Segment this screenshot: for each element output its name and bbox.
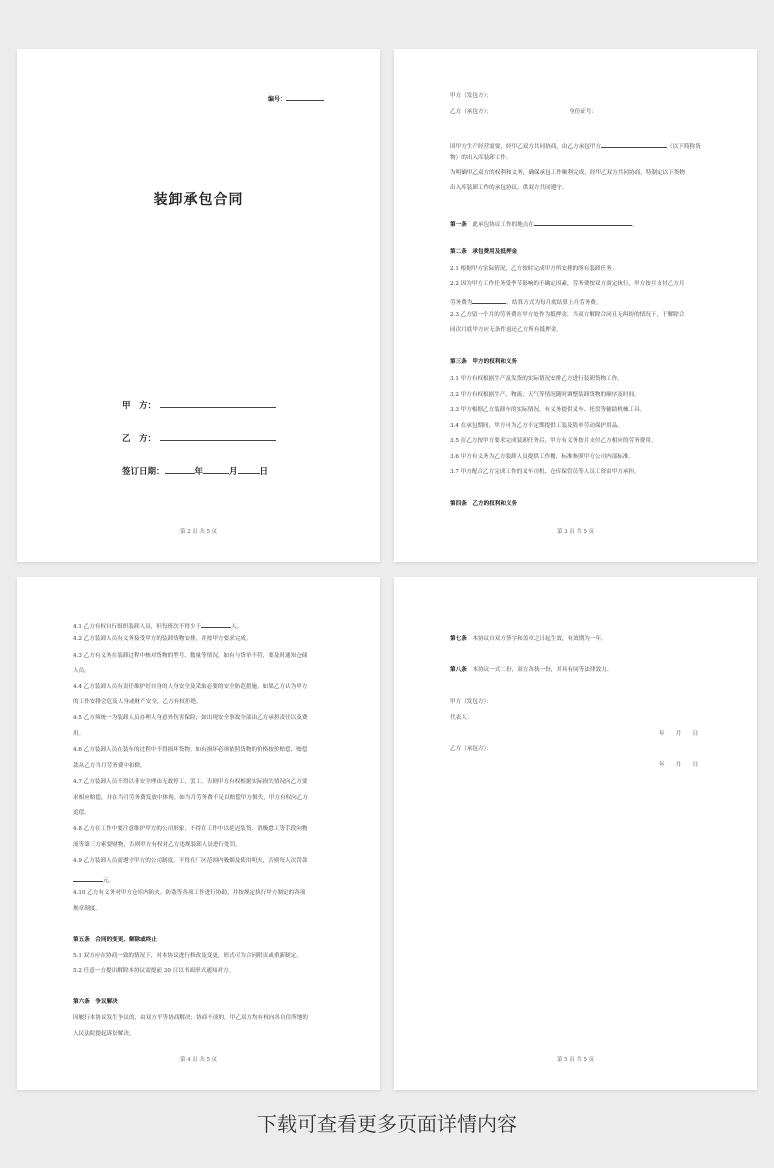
article-7 (450, 637, 607, 643)
clause-line: 3.7 甲方配合乙方完成工作的叉车司机、仓库保管员等人员工资由甲方承担。 (450, 469, 640, 475)
contract-number-label: 编号： (267, 96, 286, 103)
article-1 (450, 219, 638, 229)
page-footer: 第 5 页 共 5 页 (557, 1057, 594, 1063)
clause-text: 4.1 乙方有权自行组织装卸人员，但每班次不得少于 (73, 624, 202, 630)
page-footer: 第 4 页 共 5 页 (180, 1057, 217, 1063)
clause-line: 流等第三方索要财物，否则甲方有权对乙方违规装卸人员进行处罚。 (73, 842, 241, 848)
clause-line: 同次月底甲方应无条件返还乙方所有抵押金。 (450, 327, 562, 333)
intro-text: （以下简称货 (667, 144, 701, 150)
party-b-line (122, 432, 276, 444)
location-blank (534, 219, 632, 226)
article-text: 本协议自双方签字和盖章之日起生效，有效期为一年。 (472, 636, 607, 642)
clause-line: 款从乙方当月劳务费中扣除。 (73, 763, 146, 769)
contract-number-field (268, 94, 324, 103)
month-blank (203, 465, 229, 474)
year-label: 年 (194, 467, 204, 477)
clause-line: 4.4 乙方装卸人员有责任维护好自身的人身安全及采取必要的安全防范措施。如果乙方认为甲方 (73, 684, 308, 690)
clause-line: 因履行本协议发生争议的，由双方平等协商解决；协商不成的，甲乙双方均有权向各自住所地的 (73, 1015, 308, 1021)
clause-text: 人。 (231, 624, 243, 630)
clause-line: 人员。 (73, 668, 90, 674)
clause-line: 5.1 双方应在协商一致的情况下，对本协议进行修改及变更，形式可为合同附页或重新制定。 (73, 953, 302, 959)
article-text: 本协议一式二份，双方各执一份，并具有同等法律效力。 (472, 667, 613, 673)
clause-text: 元。 (103, 878, 115, 884)
contract-page-3 (17, 577, 380, 1090)
party-a-field: 甲方（发包方）： (450, 93, 492, 99)
intro-line (450, 141, 701, 151)
contract-number-blank (286, 94, 324, 101)
clause-line: 3.6 甲方有义务为乙方装卸人员提供工作餐，标准参照甲方公司内部标准。 (450, 454, 635, 460)
clause-line: 2.1 根据甲方实际情况，乙方按时完成甲方所安排的所有装卸任务。 (450, 266, 618, 272)
party-a-line (122, 399, 276, 411)
article-3-heading: 第三条 甲方的权利和义务 (450, 359, 518, 365)
representative-label: 代表人： (450, 715, 473, 721)
article-5-heading: 第五条 合同的变更、解除或终止 (73, 937, 157, 943)
clause-line: 2.3 乙方留一个月的劳务费在甲方处作为抵押金，当双方解除合同且无纠纷的情况下，于解除合 (450, 312, 685, 318)
clause-line: 3.2 甲方有权根据生产、物流、天气等情况随时调整装卸货物的顺序及时间。 (450, 392, 640, 398)
clause-line: 2.2 因为甲方工作任务受季节影响的不确定因素，劳务费按双方商定执行，甲方按月支付乙方月 (450, 281, 685, 287)
party-a-sign: 甲方（发包方）： (450, 699, 492, 705)
clause-text: 劳务费为 (450, 300, 473, 306)
clause-line: 4.6 乙方装卸人员在装车的过程中不得损坏货物，如有损坏必须依照货物的价格按价赔偿，赔偿 (73, 747, 308, 753)
party-a-blank (160, 399, 276, 408)
sign-date-line (122, 465, 268, 477)
clause-line: 用。 (73, 731, 85, 737)
clause-line: 4.8 乙方在工作中要注意维护甲方的公司形象，不得在工作中以延迟装货、消极怠工等手段向物 (73, 826, 308, 832)
clause-line: 3.5 在乙方按甲方要求完成装卸任务后，甲方有义务按月支付乙方相应的劳务费用。 (450, 438, 657, 444)
clause-line: 3.1 甲方有权根据生产及发货的实际情况安排乙方进行装卸货物工作。 (450, 376, 623, 382)
article-heading: 第七条 (450, 636, 467, 642)
intro-text: 因甲方生产经营需要，经甲乙双方共同协商，由乙方承包甲方 (450, 144, 602, 150)
clause-line: 4.2 乙方装卸人员有义务接受甲方的装卸货物安排，并按甲方要求完成。 (73, 636, 252, 642)
clause-line: 的工作安排会危及人身或财产安全，乙方有权拒绝。 (73, 699, 202, 705)
intro-line: 为明确甲乙双方的权利和义务，确保承包工作顺利完成，经甲乙双方共同协商，特制定以下货物 (450, 170, 685, 176)
clause-line: 4.9 乙方装卸人员需遵守甲方的公司制度，不得在厂区范围内吸烟及使用明火，否则每人次罚款 (73, 858, 308, 864)
article-text: 此承包协议工作的地点在 (472, 222, 534, 228)
clause-line: 5.2 任意一方提出解除本协议需提前 30 日以书面形式通知对方。 (73, 968, 235, 974)
day-blank (238, 465, 260, 474)
article-6-heading: 第六条 争议解决 (73, 999, 118, 1005)
party-b-field: 乙方（承包方）： (450, 109, 492, 115)
article-4-heading: 第四条 乙方的权利和义务 (450, 501, 518, 507)
clause-line: 3.4 在承包期间，甲方可为乙方不定期提供工装及简单劳动保护用品。 (450, 423, 623, 429)
clause-text: ，结算方式为每月底结算上月劳务费。 (506, 300, 602, 306)
article-heading: 第一条 (450, 222, 467, 228)
intro-line: 出入库装卸工作的承包协议，供双方共同遵守。 (450, 185, 568, 191)
party-b-date: 年 月 日 (659, 762, 699, 768)
page-footer: 第 3 页 共 5 页 (557, 529, 594, 535)
year-blank (165, 465, 195, 474)
goods-blank (601, 141, 667, 148)
article-2-heading: 第二条 承包费用及抵押金 (450, 249, 518, 255)
article-8 (450, 668, 612, 674)
id-number-field: 身份证号： (569, 109, 597, 115)
party-b-sign: 乙方（承包方）： (450, 746, 492, 752)
page-footer: 第 2 页 共 5 页 (180, 529, 217, 535)
article-heading: 第八条 (450, 667, 467, 673)
clause-line: 规章制度。 (73, 906, 101, 912)
month-label: 月 (229, 467, 238, 477)
clause-line (450, 297, 602, 307)
contract-page-2 (394, 49, 757, 562)
clause-line: 人民法院提起诉讼解决。 (73, 1031, 135, 1037)
contract-page-4 (394, 577, 757, 1090)
clause-line: 追偿。 (73, 810, 90, 816)
article-text: 。 (631, 222, 638, 228)
contract-page-cover (17, 49, 380, 562)
party-b-blank (160, 432, 276, 441)
clause-line: 4.7 乙方装卸人员不得以非安全理由无故停工、罢工，否则甲方有权根据实际损失情况向乙方要 (73, 779, 308, 785)
clause-line (73, 621, 242, 631)
clause-line: 求相应赔偿，并在当月劳务费发放中体现。如当月劳务费不足以赔偿甲方损失，甲方有权向乙方 (73, 795, 308, 801)
headcount-blank (201, 621, 231, 628)
fine-blank (73, 875, 103, 882)
party-a-date: 年 月 日 (659, 731, 699, 737)
contract-title: 装卸承包合同 (153, 192, 244, 208)
fee-blank (472, 297, 506, 304)
party-b-label: 乙 方： (122, 434, 157, 444)
party-a-label: 甲 方： (122, 401, 157, 411)
intro-line: 物）的出入库装卸工作。 (450, 155, 512, 161)
day-label: 日 (259, 467, 269, 477)
clause-line (73, 875, 114, 885)
clause-line: 4.3 乙方有义务在装卸过程中核对货物的型号、数量等情况，如有与货单不符，要及时通知仓储 (73, 653, 308, 659)
download-caption: 下载可查看更多页面详情内容 (257, 1112, 517, 1136)
clause-line: 3.3 甲方根据乙方装卸车的实际情况，有义务提供叉车、托盘等辅助机械工具。 (450, 407, 646, 413)
clause-line: 4.5 乙方须统一为装卸人员办理人身意外伤害保险，如出现安全事故全部由乙方承担责任以及费 (73, 715, 308, 721)
sign-date-label: 签订日期： (122, 467, 165, 477)
clause-line: 4.10 乙方有义务对甲方仓库内防火、防盗等各项工作进行协助，并按规定执行甲方制定的各项 (73, 890, 306, 896)
